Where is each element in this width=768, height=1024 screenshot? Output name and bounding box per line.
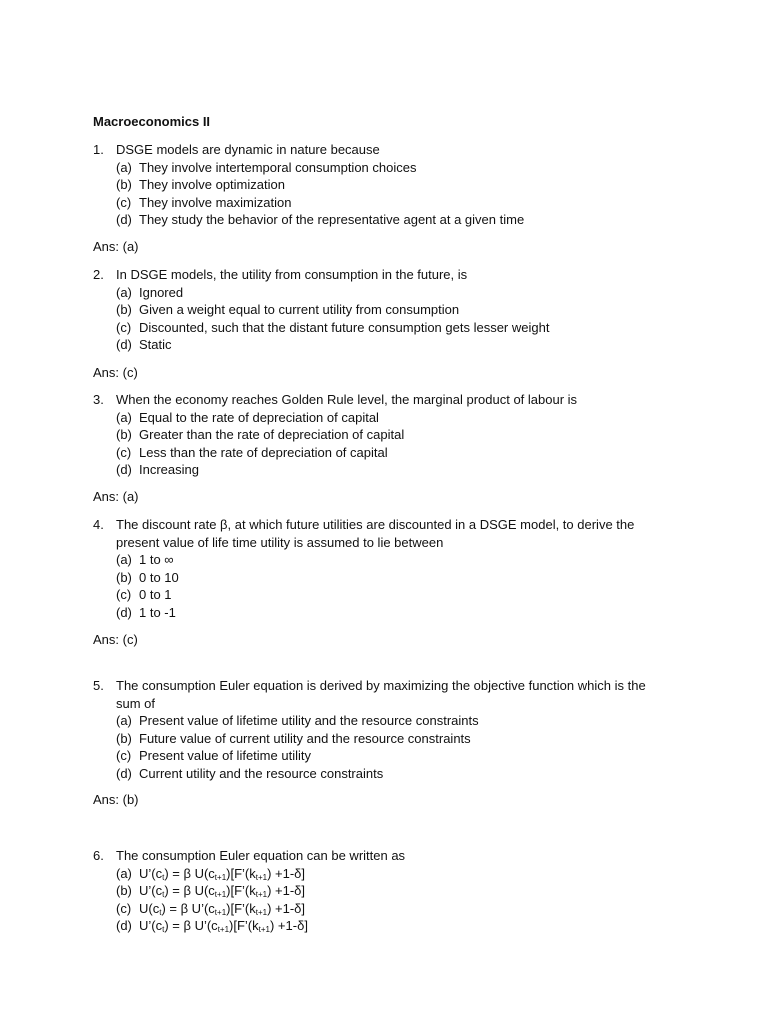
option-d: (d) 1 to -1 [116, 604, 176, 620]
option-a: (a) $U’(c_t) = \beta$ $U(c_{t+1})[F’(k_{t+1}) +1-\delta]$ [116, 865, 663, 883]
option-d: (d) Current utility and the resource constraints [116, 765, 384, 781]
question-3 [93, 391, 663, 479]
option-a: (a) 1 to ∞ [116, 552, 174, 568]
answer-1: Ans: (a) [93, 239, 139, 254]
answer-4: Ans: (c) [93, 632, 138, 647]
option-c: (c) Present value of lifetime utility [116, 748, 311, 764]
option-d: (d) Increasing [116, 462, 199, 478]
question-6 [93, 847, 663, 935]
question-4 [93, 516, 663, 622]
option-a: (a) They involve intertemporal consumption choices [116, 159, 417, 175]
option-a: (a) Ignored [116, 284, 184, 300]
question-text: The consumption Euler equation is derived by maximizing the objective function which is the sum of [116, 678, 646, 711]
equation: $U’(c_t) = \beta$ $U(c_{t+1})[F’(k_{t+1}) +1-\delta]$ [139, 865, 306, 882]
question-number: 3. [93, 392, 104, 407]
question-text: The discount rate β, at which future utilities are discounted in a DSGE model, to derive the present value of life time utility is assumed to lie between [116, 517, 635, 550]
question-5 [93, 677, 663, 783]
option-c: (c) Less than the rate of depreciation of capital [116, 444, 388, 460]
question-number: 4. [93, 517, 104, 532]
option-c: (c) They involve maximization [116, 194, 292, 210]
answer-5: Ans: (b) [93, 792, 139, 807]
question-number: 2. [93, 267, 104, 282]
question-text: In DSGE models, the utility from consumption in the future, is [116, 267, 468, 282]
page-title: Macroeconomics II [93, 114, 211, 129]
option-b: (b) $U’(c_t) = \beta$ $U(c_{t+1})[F’(k_{t+1}) +1-\delta]$ [116, 882, 663, 900]
equation: $U(c_t) = \beta$ $U’(c_{t+1})[F’(k_{t+1}) +1-\delta]$ [139, 900, 306, 917]
equation: $U’(c_t) = \beta$ $U(c_{t+1})[F’(k_{t+1}) +1-\delta]$ [139, 883, 306, 900]
option-d: (d) They study the behavior of the representative agent at a given time [116, 212, 525, 228]
option-b: (b) Given a weight equal to current utility from consumption [116, 302, 460, 318]
option-b: (b) Greater than the rate of depreciation of capital [116, 427, 405, 443]
answer-3: Ans: (a) [93, 489, 139, 504]
question-number: 1. [93, 142, 104, 157]
question-number: 5. [93, 678, 104, 693]
option-b: (b) 0 to 10 [116, 569, 179, 585]
option-d: (d) Static [116, 337, 172, 353]
option-b: (b) Future value of current utility and the resource constraints [116, 730, 471, 746]
option-b: (b) They involve optimization [116, 177, 285, 193]
option-c: (c) 0 to 1 [116, 587, 172, 603]
question-text: When the economy reaches Golden Rule level, the marginal product of labour is [116, 392, 578, 407]
option-c: (c) $U(c_t) = \beta$ $U’(c_{t+1})[F’(k_{t+1}) +1-\delta]$ [116, 900, 663, 918]
question-1 [93, 141, 663, 229]
option-a: (a) Equal to the rate of depreciation of capital [116, 409, 379, 425]
question-text: DSGE models are dynamic in nature because [116, 142, 380, 157]
option-c: (c) Discounted, such that the distant future consumption gets lesser weight [116, 319, 550, 335]
equation: $U’(c_t) = \beta$ $U’(c_{t+1})[F’(k_{t+1}) +1-\delta]$ [139, 918, 308, 935]
question-number: 6. [93, 848, 104, 863]
answer-2: Ans: (c) [93, 365, 138, 380]
option-d: (d) $U’(c_t) = \beta$ $U’(c_{t+1})[F’(k_{t+1}) +1-\delta]$ [116, 917, 663, 935]
question-text: The consumption Euler equation can be written as [116, 848, 406, 863]
option-a: (a) Present value of lifetime utility and the resource constraints [116, 713, 479, 729]
question-2 [93, 266, 663, 354]
